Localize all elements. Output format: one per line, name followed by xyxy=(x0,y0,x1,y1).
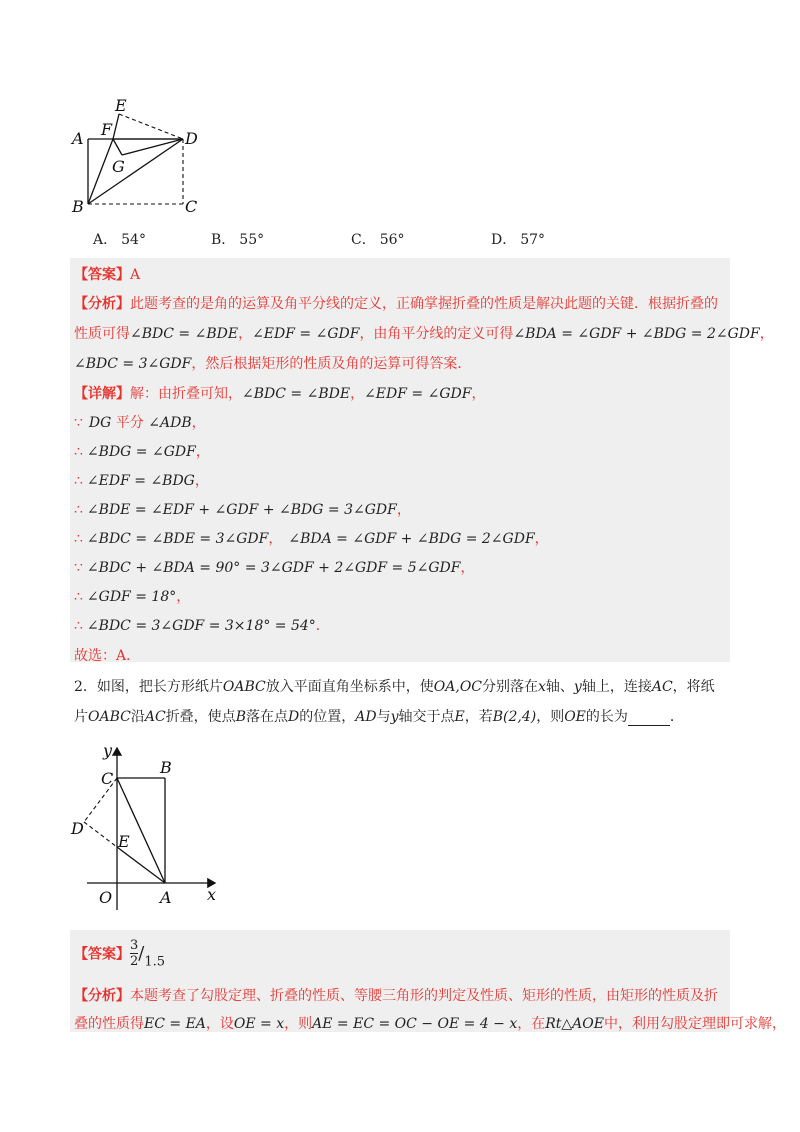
analysis-line-2: 性质可得∠BDC = ∠BDE，∠EDF = ∠GDF，由角平分线的定义可得∠BDA = ∠GDF + ∠BDG = 2∠GDF， xyxy=(74,326,774,342)
answer-fraction: $\frac{3}{2}$ xyxy=(130,938,139,969)
label-d: D xyxy=(71,819,84,838)
choice-a: A． 54° xyxy=(93,232,146,248)
detail-step: ∴ ∠EDF = ∠BDG， xyxy=(74,473,209,489)
segment-de-dashed xyxy=(84,822,117,847)
choice-c: C． 56° xyxy=(351,232,405,248)
detail-intro: 【详解】解：由折叠可知，∠BDC = ∠BDE，∠EDF = ∠GDF， xyxy=(74,386,486,402)
detail-step: ∵ ∠BDC + ∠BDA = 90° = 3∠GDF + 2∠GDF = 5∠GDF， xyxy=(74,560,475,576)
label-g: G xyxy=(112,157,125,176)
answer-line-2: 【答案】 $\frac{3}{2}$ /1.5 xyxy=(74,938,166,970)
choice-d: D． 57° xyxy=(491,232,546,248)
analysis2-line-1: 【分析】本题考查了勾股定理、折叠的性质、等腰三角形的判定及性质、矩形的性质，由矩形的性质及折 xyxy=(74,988,718,1004)
segment-be-solid xyxy=(113,114,119,139)
label-o: O xyxy=(99,888,113,907)
segment-ea xyxy=(117,847,165,883)
analysis-line-1: 【分析】此题考查的是角的运算及角平分线的定义，正确掌握折叠的性质是解决此题的关键．根据折叠的 xyxy=(74,296,718,312)
detail-step: ∴ ∠GDF = 18°， xyxy=(74,589,191,605)
figure-1 xyxy=(60,95,210,217)
choice-list xyxy=(93,229,613,251)
label-x: x xyxy=(207,885,217,904)
segment-fg xyxy=(113,139,122,155)
detail-step: ∴ ∠BDG = ∠GDF， xyxy=(74,444,210,460)
answer-line-1: 【答案】A xyxy=(74,267,141,283)
question-2-line-1: 2．如图，把长方形纸片OABC放入平面直角坐标系中，使OA,OC分别落在x轴、y轴上，连接AC，将纸 xyxy=(74,679,715,695)
detail-conclusion: 故选：A． xyxy=(74,648,141,664)
detail-step: ∵ DG 平分 ∠ADB， xyxy=(74,415,206,431)
label-c: C xyxy=(101,769,114,788)
label-f: F xyxy=(101,120,113,139)
label-c: C xyxy=(185,197,198,216)
segment-ed-dashed xyxy=(119,114,183,139)
choice-b: B． 55° xyxy=(211,232,265,248)
label-b: B xyxy=(72,197,84,216)
analysis2-line-2: 叠的性质得EC = EA，设OE = x，则AE = EC = OC − OE = 4 − x，在Rt△AOE中，利用勾股定理即可求解， xyxy=(74,1016,786,1032)
label-b: B xyxy=(160,758,172,777)
figure-2 xyxy=(65,740,230,912)
question-2-line-2: 片OABC沿AC折叠，使点B落在点D的位置，AD与y轴交于点E，若B(2,4)，则OE的长为 ． xyxy=(74,709,684,725)
answer-blank[interactable] xyxy=(628,711,670,726)
detail-step: ∴ ∠BDC = 3∠GDF = 3×18° = 54°． xyxy=(74,618,330,634)
segment-bd xyxy=(88,139,183,204)
segment-ca xyxy=(117,778,165,883)
label-d: D xyxy=(185,129,198,148)
detail-step: ∴ ∠BDE = ∠EDF + ∠GDF + ∠BDG = 3∠GDF， xyxy=(74,502,411,518)
segment-gd xyxy=(122,139,183,155)
detail-step: ∴ ∠BDC = ∠BDE = 3∠GDF， ∠BDA = ∠GDF + ∠BDG = 2∠GDF， xyxy=(74,531,549,547)
label-a: A xyxy=(72,129,84,148)
segment-bf xyxy=(88,139,113,204)
label-e: E xyxy=(118,832,130,851)
analysis-line-3: ∠BDC = 3∠GDF，然后根据矩形的性质及角的运算可得答案． xyxy=(74,356,472,372)
label-e: E xyxy=(115,96,127,115)
label-y: y xyxy=(103,741,113,760)
label-a: A xyxy=(160,888,172,907)
